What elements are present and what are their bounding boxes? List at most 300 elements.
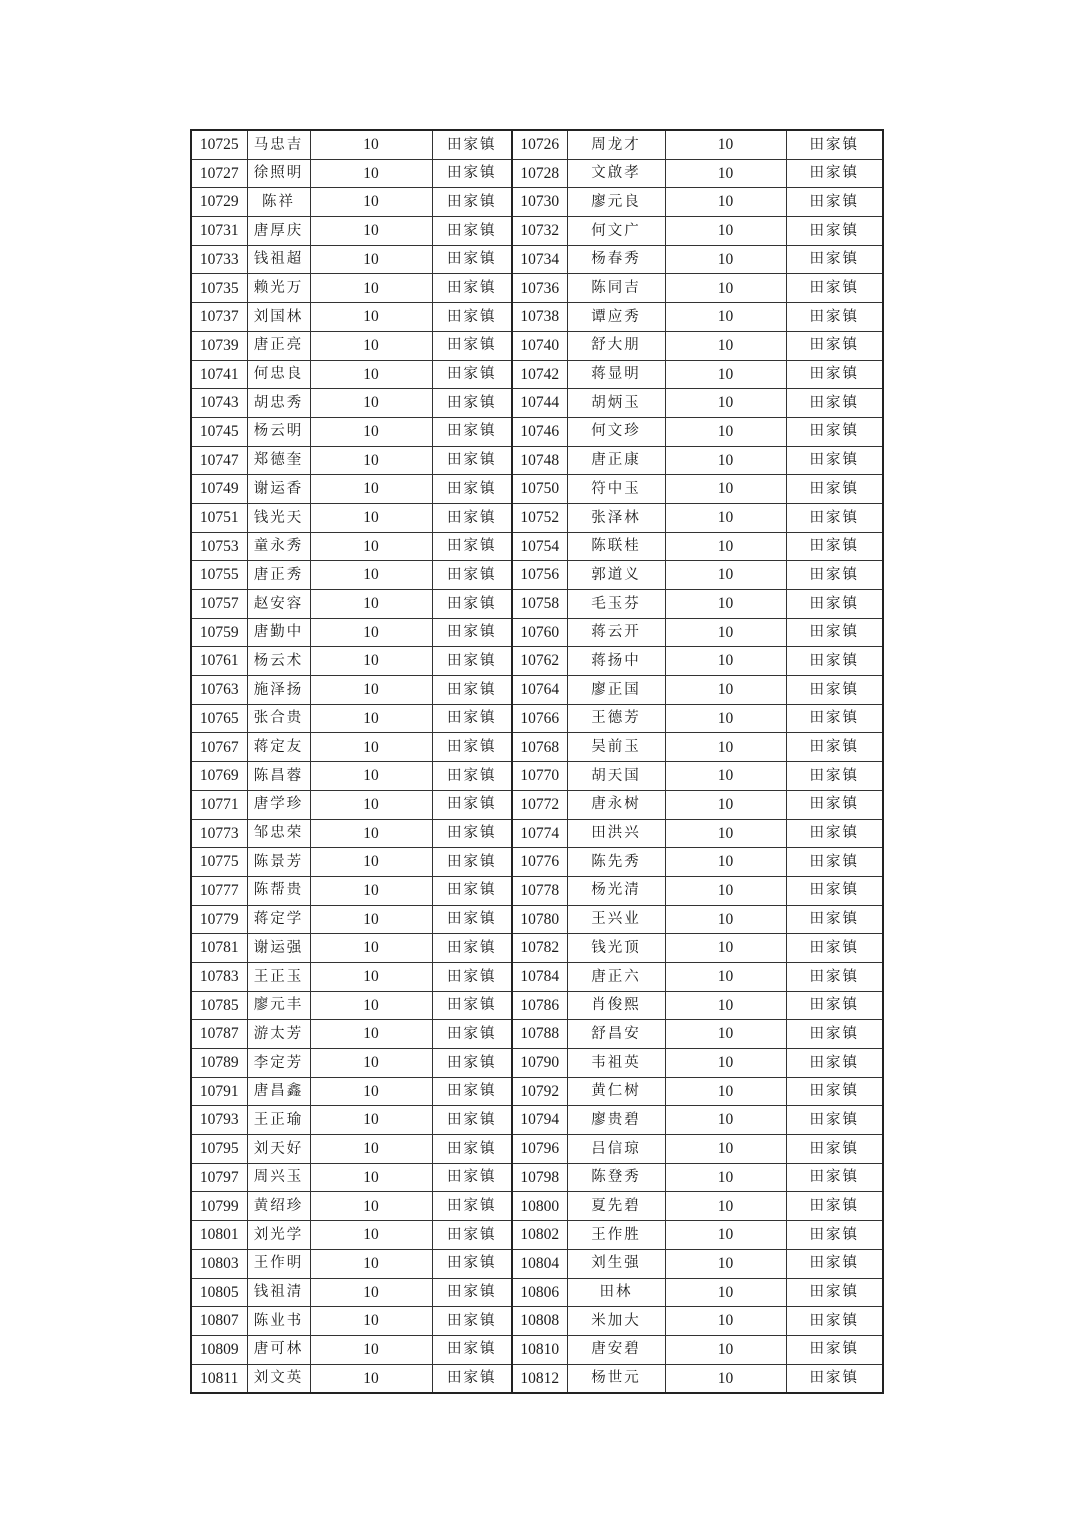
left-person-name-cell: 谢运强 <box>247 934 310 963</box>
left-person-name-cell: 廖元丰 <box>247 991 310 1020</box>
left-amount-cell: 10 <box>310 188 432 217</box>
left-person-name-cell: 唐厚庆 <box>247 217 310 246</box>
left-amount-cell: 10 <box>310 590 432 619</box>
left-record-id-cell: 10791 <box>191 1077 247 1106</box>
left-person-name-cell: 陈业书 <box>247 1307 310 1336</box>
right-town-name-cell: 田家镇 <box>786 1135 883 1164</box>
table-row <box>191 1335 883 1364</box>
left-person-name-cell: 周兴玉 <box>247 1163 310 1192</box>
left-person-name-cell: 胡忠秀 <box>247 389 310 418</box>
right-town-name-cell: 田家镇 <box>786 1249 883 1278</box>
table-row <box>191 475 883 504</box>
left-person-name-cell: 黄绍珍 <box>247 1192 310 1221</box>
left-person-name-cell: 唐勤中 <box>247 618 310 647</box>
right-amount-cell: 10 <box>665 819 786 848</box>
right-person-name-cell: 黄仁树 <box>567 1077 665 1106</box>
right-town-name-cell: 田家镇 <box>786 303 883 332</box>
table-row <box>191 360 883 389</box>
left-record-id-cell: 10767 <box>191 733 247 762</box>
right-town-name-cell: 田家镇 <box>786 446 883 475</box>
left-amount-cell: 10 <box>310 1221 432 1250</box>
left-person-name-cell: 杨云明 <box>247 417 310 446</box>
right-town-name-cell: 田家镇 <box>786 245 883 274</box>
left-record-id-cell: 10755 <box>191 561 247 590</box>
left-amount-cell: 10 <box>310 561 432 590</box>
left-record-id-cell: 10745 <box>191 417 247 446</box>
right-town-name-cell: 田家镇 <box>786 1077 883 1106</box>
right-record-id-cell: 10732 <box>512 217 567 246</box>
left-amount-cell: 10 <box>310 1049 432 1078</box>
right-amount-cell: 10 <box>665 245 786 274</box>
left-record-id-cell: 10741 <box>191 360 247 389</box>
left-record-id-cell: 10731 <box>191 217 247 246</box>
right-town-name-cell: 田家镇 <box>786 503 883 532</box>
right-town-name-cell: 田家镇 <box>786 1049 883 1078</box>
right-amount-cell: 10 <box>665 962 786 991</box>
left-town-name-cell: 田家镇 <box>432 446 512 475</box>
right-amount-cell: 10 <box>665 217 786 246</box>
left-person-name-cell: 王正玉 <box>247 962 310 991</box>
right-person-name-cell: 蒋显明 <box>567 360 665 389</box>
table-row <box>191 130 883 159</box>
right-town-name-cell: 田家镇 <box>786 934 883 963</box>
right-town-name-cell: 田家镇 <box>786 475 883 504</box>
right-amount-cell: 10 <box>665 1278 786 1307</box>
table-row <box>191 934 883 963</box>
right-town-name-cell: 田家镇 <box>786 389 883 418</box>
right-person-name-cell: 谭应秀 <box>567 303 665 332</box>
right-person-name-cell: 杨光清 <box>567 876 665 905</box>
right-record-id-cell: 10782 <box>512 934 567 963</box>
right-person-name-cell: 蒋扬中 <box>567 647 665 676</box>
right-record-id-cell: 10762 <box>512 647 567 676</box>
left-record-id-cell: 10729 <box>191 188 247 217</box>
right-record-id-cell: 10810 <box>512 1335 567 1364</box>
table-row <box>191 1163 883 1192</box>
left-person-name-cell: 刘文英 <box>247 1364 310 1393</box>
left-amount-cell: 10 <box>310 1163 432 1192</box>
right-record-id-cell: 10772 <box>512 790 567 819</box>
table-row <box>191 790 883 819</box>
left-town-name-cell: 田家镇 <box>432 475 512 504</box>
right-town-name-cell: 田家镇 <box>786 1163 883 1192</box>
left-amount-cell: 10 <box>310 905 432 934</box>
right-record-id-cell: 10756 <box>512 561 567 590</box>
left-town-name-cell: 田家镇 <box>432 1278 512 1307</box>
table-row <box>191 561 883 590</box>
left-town-name-cell: 田家镇 <box>432 905 512 934</box>
left-town-name-cell: 田家镇 <box>432 962 512 991</box>
right-record-id-cell: 10798 <box>512 1163 567 1192</box>
left-person-name-cell: 刘国林 <box>247 303 310 332</box>
right-record-id-cell: 10752 <box>512 503 567 532</box>
right-person-name-cell: 韦祖英 <box>567 1049 665 1078</box>
right-person-name-cell: 符中玉 <box>567 475 665 504</box>
right-person-name-cell: 唐正康 <box>567 446 665 475</box>
table-row <box>191 188 883 217</box>
right-amount-cell: 10 <box>665 446 786 475</box>
right-person-name-cell: 何文珍 <box>567 417 665 446</box>
table-row <box>191 647 883 676</box>
left-amount-cell: 10 <box>310 790 432 819</box>
right-town-name-cell: 田家镇 <box>786 1192 883 1221</box>
right-town-name-cell: 田家镇 <box>786 647 883 676</box>
left-record-id-cell: 10789 <box>191 1049 247 1078</box>
table-row <box>191 1020 883 1049</box>
right-person-name-cell: 文啟孝 <box>567 159 665 188</box>
left-record-id-cell: 10763 <box>191 676 247 705</box>
right-amount-cell: 10 <box>665 1049 786 1078</box>
right-person-name-cell: 唐安碧 <box>567 1335 665 1364</box>
right-person-name-cell: 胡天国 <box>567 762 665 791</box>
right-person-name-cell: 廖正国 <box>567 676 665 705</box>
left-person-name-cell: 游太芳 <box>247 1020 310 1049</box>
left-amount-cell: 10 <box>310 676 432 705</box>
table-row <box>191 159 883 188</box>
table-row <box>191 446 883 475</box>
right-town-name-cell: 田家镇 <box>786 762 883 791</box>
left-record-id-cell: 10757 <box>191 590 247 619</box>
right-record-id-cell: 10786 <box>512 991 567 1020</box>
right-person-name-cell: 杨世元 <box>567 1364 665 1393</box>
right-town-name-cell: 田家镇 <box>786 417 883 446</box>
left-record-id-cell: 10781 <box>191 934 247 963</box>
table-row <box>191 962 883 991</box>
table-row <box>191 819 883 848</box>
left-town-name-cell: 田家镇 <box>432 876 512 905</box>
left-record-id-cell: 10765 <box>191 704 247 733</box>
left-town-name-cell: 田家镇 <box>432 1106 512 1135</box>
left-amount-cell: 10 <box>310 446 432 475</box>
left-town-name-cell: 田家镇 <box>432 618 512 647</box>
right-town-name-cell: 田家镇 <box>786 991 883 1020</box>
right-town-name-cell: 田家镇 <box>786 1335 883 1364</box>
left-town-name-cell: 田家镇 <box>432 1077 512 1106</box>
right-amount-cell: 10 <box>665 733 786 762</box>
right-person-name-cell: 王作胜 <box>567 1221 665 1250</box>
right-amount-cell: 10 <box>665 1335 786 1364</box>
right-record-id-cell: 10742 <box>512 360 567 389</box>
table-row <box>191 1249 883 1278</box>
right-amount-cell: 10 <box>665 503 786 532</box>
left-record-id-cell: 10779 <box>191 905 247 934</box>
right-person-name-cell: 陈联桂 <box>567 532 665 561</box>
right-person-name-cell: 胡炳玉 <box>567 389 665 418</box>
right-person-name-cell: 何文广 <box>567 217 665 246</box>
left-record-id-cell: 10733 <box>191 245 247 274</box>
right-record-id-cell: 10746 <box>512 417 567 446</box>
left-person-name-cell: 赖光万 <box>247 274 310 303</box>
left-amount-cell: 10 <box>310 532 432 561</box>
right-town-name-cell: 田家镇 <box>786 848 883 877</box>
left-town-name-cell: 田家镇 <box>432 331 512 360</box>
table-row <box>191 1307 883 1336</box>
left-town-name-cell: 田家镇 <box>432 647 512 676</box>
left-person-name-cell: 陈昌蓉 <box>247 762 310 791</box>
right-amount-cell: 10 <box>665 704 786 733</box>
right-amount-cell: 10 <box>665 905 786 934</box>
left-town-name-cell: 田家镇 <box>432 188 512 217</box>
right-record-id-cell: 10744 <box>512 389 567 418</box>
table-row <box>191 503 883 532</box>
table-row <box>191 1106 883 1135</box>
table-row <box>191 331 883 360</box>
right-record-id-cell: 10770 <box>512 762 567 791</box>
left-amount-cell: 10 <box>310 1135 432 1164</box>
left-person-name-cell: 张合贵 <box>247 704 310 733</box>
left-record-id-cell: 10811 <box>191 1364 247 1393</box>
left-person-name-cell: 钱祖清 <box>247 1278 310 1307</box>
right-record-id-cell: 10796 <box>512 1135 567 1164</box>
left-amount-cell: 10 <box>310 1249 432 1278</box>
left-amount-cell: 10 <box>310 217 432 246</box>
table-row <box>191 417 883 446</box>
right-person-name-cell: 夏先碧 <box>567 1192 665 1221</box>
left-amount-cell: 10 <box>310 762 432 791</box>
left-town-name-cell: 田家镇 <box>432 934 512 963</box>
table-row <box>191 905 883 934</box>
left-amount-cell: 10 <box>310 1364 432 1393</box>
right-person-name-cell: 舒昌安 <box>567 1020 665 1049</box>
left-amount-cell: 10 <box>310 475 432 504</box>
right-town-name-cell: 田家镇 <box>786 274 883 303</box>
right-person-name-cell: 郭道义 <box>567 561 665 590</box>
left-person-name-cell: 王作明 <box>247 1249 310 1278</box>
right-amount-cell: 10 <box>665 1364 786 1393</box>
table-row <box>191 1221 883 1250</box>
left-record-id-cell: 10801 <box>191 1221 247 1250</box>
right-person-name-cell: 田林 <box>567 1278 665 1307</box>
right-town-name-cell: 田家镇 <box>786 790 883 819</box>
right-town-name-cell: 田家镇 <box>786 590 883 619</box>
left-person-name-cell: 童永秀 <box>247 532 310 561</box>
right-record-id-cell: 10808 <box>512 1307 567 1336</box>
right-town-name-cell: 田家镇 <box>786 188 883 217</box>
right-amount-cell: 10 <box>665 1249 786 1278</box>
left-person-name-cell: 刘天好 <box>247 1135 310 1164</box>
left-town-name-cell: 田家镇 <box>432 1163 512 1192</box>
left-person-name-cell: 杨云术 <box>247 647 310 676</box>
left-amount-cell: 10 <box>310 934 432 963</box>
right-town-name-cell: 田家镇 <box>786 876 883 905</box>
left-amount-cell: 10 <box>310 848 432 877</box>
left-town-name-cell: 田家镇 <box>432 303 512 332</box>
left-town-name-cell: 田家镇 <box>432 503 512 532</box>
right-person-name-cell: 吴前玉 <box>567 733 665 762</box>
left-town-name-cell: 田家镇 <box>432 1335 512 1364</box>
left-town-name-cell: 田家镇 <box>432 1020 512 1049</box>
right-town-name-cell: 田家镇 <box>786 561 883 590</box>
right-record-id-cell: 10806 <box>512 1278 567 1307</box>
left-town-name-cell: 田家镇 <box>432 417 512 446</box>
right-person-name-cell: 蒋云开 <box>567 618 665 647</box>
right-town-name-cell: 田家镇 <box>786 217 883 246</box>
right-amount-cell: 10 <box>665 561 786 590</box>
left-amount-cell: 10 <box>310 417 432 446</box>
left-person-name-cell: 陈景芳 <box>247 848 310 877</box>
table-row <box>191 1049 883 1078</box>
right-amount-cell: 10 <box>665 1077 786 1106</box>
left-person-name-cell: 蒋定学 <box>247 905 310 934</box>
right-town-name-cell: 田家镇 <box>786 1106 883 1135</box>
right-person-name-cell: 廖元良 <box>567 188 665 217</box>
right-amount-cell: 10 <box>665 1106 786 1135</box>
table-row <box>191 303 883 332</box>
left-record-id-cell: 10749 <box>191 475 247 504</box>
right-amount-cell: 10 <box>665 590 786 619</box>
left-amount-cell: 10 <box>310 130 432 159</box>
right-person-name-cell: 张泽林 <box>567 503 665 532</box>
right-person-name-cell: 陈同吉 <box>567 274 665 303</box>
right-record-id-cell: 10768 <box>512 733 567 762</box>
right-amount-cell: 10 <box>665 1221 786 1250</box>
table-row <box>191 876 883 905</box>
left-town-name-cell: 田家镇 <box>432 676 512 705</box>
right-person-name-cell: 毛玉芬 <box>567 590 665 619</box>
left-town-name-cell: 田家镇 <box>432 590 512 619</box>
left-record-id-cell: 10793 <box>191 1106 247 1135</box>
left-amount-cell: 10 <box>310 733 432 762</box>
left-amount-cell: 10 <box>310 991 432 1020</box>
right-amount-cell: 10 <box>665 188 786 217</box>
left-town-name-cell: 田家镇 <box>432 1249 512 1278</box>
left-record-id-cell: 10769 <box>191 762 247 791</box>
left-town-name-cell: 田家镇 <box>432 991 512 1020</box>
right-amount-cell: 10 <box>665 1307 786 1336</box>
right-record-id-cell: 10790 <box>512 1049 567 1078</box>
right-record-id-cell: 10812 <box>512 1364 567 1393</box>
left-amount-cell: 10 <box>310 1278 432 1307</box>
right-record-id-cell: 10792 <box>512 1077 567 1106</box>
left-amount-cell: 10 <box>310 1192 432 1221</box>
right-person-name-cell: 王兴业 <box>567 905 665 934</box>
right-town-name-cell: 田家镇 <box>786 905 883 934</box>
right-person-name-cell: 米加大 <box>567 1307 665 1336</box>
left-person-name-cell: 郑德奎 <box>247 446 310 475</box>
right-amount-cell: 10 <box>665 762 786 791</box>
right-record-id-cell: 10738 <box>512 303 567 332</box>
right-person-name-cell: 刘生强 <box>567 1249 665 1278</box>
right-record-id-cell: 10784 <box>512 962 567 991</box>
left-amount-cell: 10 <box>310 1307 432 1336</box>
right-amount-cell: 10 <box>665 618 786 647</box>
right-amount-cell: 10 <box>665 790 786 819</box>
right-amount-cell: 10 <box>665 848 786 877</box>
left-town-name-cell: 田家镇 <box>432 704 512 733</box>
right-record-id-cell: 10726 <box>512 130 567 159</box>
right-amount-cell: 10 <box>665 417 786 446</box>
right-town-name-cell: 田家镇 <box>786 130 883 159</box>
right-amount-cell: 10 <box>665 991 786 1020</box>
right-record-id-cell: 10776 <box>512 848 567 877</box>
table-row <box>191 1077 883 1106</box>
table-row <box>191 217 883 246</box>
left-amount-cell: 10 <box>310 389 432 418</box>
right-amount-cell: 10 <box>665 1192 786 1221</box>
table-row <box>191 274 883 303</box>
right-record-id-cell: 10754 <box>512 532 567 561</box>
right-record-id-cell: 10734 <box>512 245 567 274</box>
left-record-id-cell: 10775 <box>191 848 247 877</box>
left-amount-cell: 10 <box>310 331 432 360</box>
left-town-name-cell: 田家镇 <box>432 245 512 274</box>
left-record-id-cell: 10807 <box>191 1307 247 1336</box>
left-record-id-cell: 10759 <box>191 618 247 647</box>
right-person-name-cell: 陈登秀 <box>567 1163 665 1192</box>
left-record-id-cell: 10777 <box>191 876 247 905</box>
left-amount-cell: 10 <box>310 819 432 848</box>
left-amount-cell: 10 <box>310 647 432 676</box>
left-town-name-cell: 田家镇 <box>432 360 512 389</box>
left-record-id-cell: 10725 <box>191 130 247 159</box>
left-record-id-cell: 10735 <box>191 274 247 303</box>
left-person-name-cell: 谢运香 <box>247 475 310 504</box>
left-town-name-cell: 田家镇 <box>432 159 512 188</box>
left-person-name-cell: 马忠吉 <box>247 130 310 159</box>
left-person-name-cell: 唐学珍 <box>247 790 310 819</box>
left-town-name-cell: 田家镇 <box>432 819 512 848</box>
table-row <box>191 618 883 647</box>
left-record-id-cell: 10773 <box>191 819 247 848</box>
left-town-name-cell: 田家镇 <box>432 1221 512 1250</box>
right-person-name-cell: 廖贵碧 <box>567 1106 665 1135</box>
left-person-name-cell: 陈祥 <box>247 188 310 217</box>
left-person-name-cell: 施泽扬 <box>247 676 310 705</box>
right-amount-cell: 10 <box>665 159 786 188</box>
left-amount-cell: 10 <box>310 876 432 905</box>
right-town-name-cell: 田家镇 <box>786 1020 883 1049</box>
roster-body <box>191 130 883 1393</box>
right-record-id-cell: 10774 <box>512 819 567 848</box>
right-person-name-cell: 唐永树 <box>567 790 665 819</box>
left-record-id-cell: 10753 <box>191 532 247 561</box>
left-town-name-cell: 田家镇 <box>432 389 512 418</box>
table-row <box>191 245 883 274</box>
table-row <box>191 389 883 418</box>
right-town-name-cell: 田家镇 <box>786 1221 883 1250</box>
right-record-id-cell: 10750 <box>512 475 567 504</box>
left-record-id-cell: 10805 <box>191 1278 247 1307</box>
right-town-name-cell: 田家镇 <box>786 618 883 647</box>
left-person-name-cell: 徐照明 <box>247 159 310 188</box>
left-record-id-cell: 10785 <box>191 991 247 1020</box>
right-person-name-cell: 田洪兴 <box>567 819 665 848</box>
table-row <box>191 532 883 561</box>
right-record-id-cell: 10794 <box>512 1106 567 1135</box>
right-amount-cell: 10 <box>665 934 786 963</box>
right-amount-cell: 10 <box>665 130 786 159</box>
right-amount-cell: 10 <box>665 1020 786 1049</box>
left-person-name-cell: 唐可林 <box>247 1335 310 1364</box>
left-amount-cell: 10 <box>310 618 432 647</box>
table-row <box>191 1135 883 1164</box>
right-person-name-cell: 钱光顶 <box>567 934 665 963</box>
right-amount-cell: 10 <box>665 389 786 418</box>
left-town-name-cell: 田家镇 <box>432 1364 512 1393</box>
right-record-id-cell: 10736 <box>512 274 567 303</box>
left-record-id-cell: 10809 <box>191 1335 247 1364</box>
left-record-id-cell: 10797 <box>191 1163 247 1192</box>
right-amount-cell: 10 <box>665 274 786 303</box>
table-row <box>191 991 883 1020</box>
right-amount-cell: 10 <box>665 331 786 360</box>
left-amount-cell: 10 <box>310 503 432 532</box>
table-row <box>191 676 883 705</box>
right-record-id-cell: 10778 <box>512 876 567 905</box>
roster-table <box>190 129 884 1394</box>
right-record-id-cell: 10748 <box>512 446 567 475</box>
left-amount-cell: 10 <box>310 962 432 991</box>
